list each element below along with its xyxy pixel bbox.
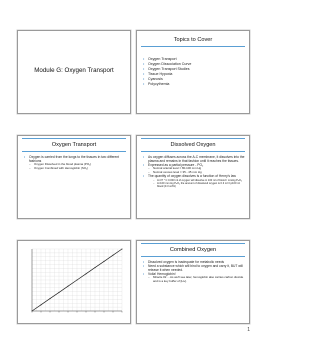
list-subitem: – Normal arterial level = 80-100 mm Hg bbox=[143, 167, 245, 171]
list-subitem: – Normal venous level = 35 - 45 mm Hg bbox=[143, 171, 245, 175]
list-subitem: – At 37 ° C 0.003 ml of oxygen will dissolve in 100 ml of blood / mmHg PₐO₂ bbox=[143, 179, 245, 182]
title-divider bbox=[22, 151, 126, 152]
data-point bbox=[95, 267, 96, 268]
list-item: • Voila! Hemoglobin! bbox=[143, 272, 245, 276]
dissolved-list bbox=[143, 155, 245, 188]
data-point bbox=[77, 280, 78, 281]
title-divider bbox=[141, 256, 245, 257]
data-point bbox=[50, 298, 51, 299]
slide-topics bbox=[136, 30, 250, 114]
slide-oxygen-transport bbox=[17, 135, 131, 219]
combined-list bbox=[143, 260, 245, 284]
transport-list bbox=[24, 155, 126, 170]
list-item: • Cyanosis bbox=[143, 77, 245, 82]
dissolved-oxygen-chart bbox=[18, 241, 131, 324]
list-item: • Oxygen is carried from the lungs to the tissues in two different fashions bbox=[24, 155, 126, 163]
top-divider bbox=[141, 243, 245, 244]
data-point bbox=[68, 286, 69, 287]
list-item: • Dissolved oxygen is inadequate for metabolic needs bbox=[143, 260, 245, 264]
title-divider bbox=[141, 151, 245, 152]
data-point bbox=[122, 249, 123, 250]
list-item: • Tissue Hypoxia bbox=[143, 72, 245, 77]
list-item: • Expressed as a partial pressure - PO₂ bbox=[143, 163, 245, 167]
list-item: • Oxygen Transport bbox=[143, 57, 245, 62]
data-point bbox=[86, 273, 87, 274]
top-divider bbox=[141, 138, 245, 139]
list-item: • Polycythemia bbox=[143, 82, 245, 87]
title-divider bbox=[141, 46, 245, 47]
list-item: • Oxygen Transport Studies bbox=[143, 67, 245, 72]
slide-module-title bbox=[17, 30, 131, 114]
slide-dissolved-chart bbox=[17, 240, 131, 324]
page-number: 1 bbox=[247, 327, 250, 333]
slide-title: Topics to Cover bbox=[173, 37, 213, 43]
list-item: • As oxygen diffuses across the A-C membrane, it dissolves into the plasma and remains in that fashion until it reaches the tissues. bbox=[143, 155, 245, 163]
top-divider bbox=[22, 138, 126, 139]
data-point bbox=[113, 255, 114, 256]
topics-list bbox=[143, 57, 245, 87]
list-subitem: – Oxygen Combined with Hemoglobin (SO₂) bbox=[24, 167, 126, 171]
data-point bbox=[59, 292, 60, 293]
list-subitem: – Miracle #2 …As we'll see later, hemoglobin also carries carbon dioxide and is a key buffer of [H+]. bbox=[143, 276, 245, 283]
list-subitem: – Oxygen Dissolved in the blood plasma (PO₂) bbox=[24, 163, 126, 167]
slide-title: Combined Oxygen bbox=[169, 247, 217, 253]
data-point bbox=[32, 311, 33, 312]
slide-title: Oxygen Transport bbox=[51, 142, 97, 148]
data-point bbox=[104, 261, 105, 262]
list-item: • The quantity of oxygen dissolves is a function of Henry's law bbox=[143, 174, 245, 178]
slide-combined-oxygen bbox=[136, 240, 250, 324]
slide-dissolved-oxygen bbox=[136, 135, 250, 219]
module-title: Module G: Oxygen Transport bbox=[34, 67, 114, 74]
slide-title: Dissolved Oxygen bbox=[170, 142, 216, 148]
list-subitem: – At 100 mm Hg PₐO₂ the amount of dissolved oxygen is 0.3 ml O₂/100 ml blood (0.3 vol%) bbox=[143, 182, 245, 189]
list-item: • Need a substance which will bind to oxygen and carry it, BUT will release it when needed. bbox=[143, 264, 245, 272]
data-point bbox=[41, 304, 42, 305]
list-item: • Oxygen Dissociation Curve bbox=[143, 62, 245, 67]
